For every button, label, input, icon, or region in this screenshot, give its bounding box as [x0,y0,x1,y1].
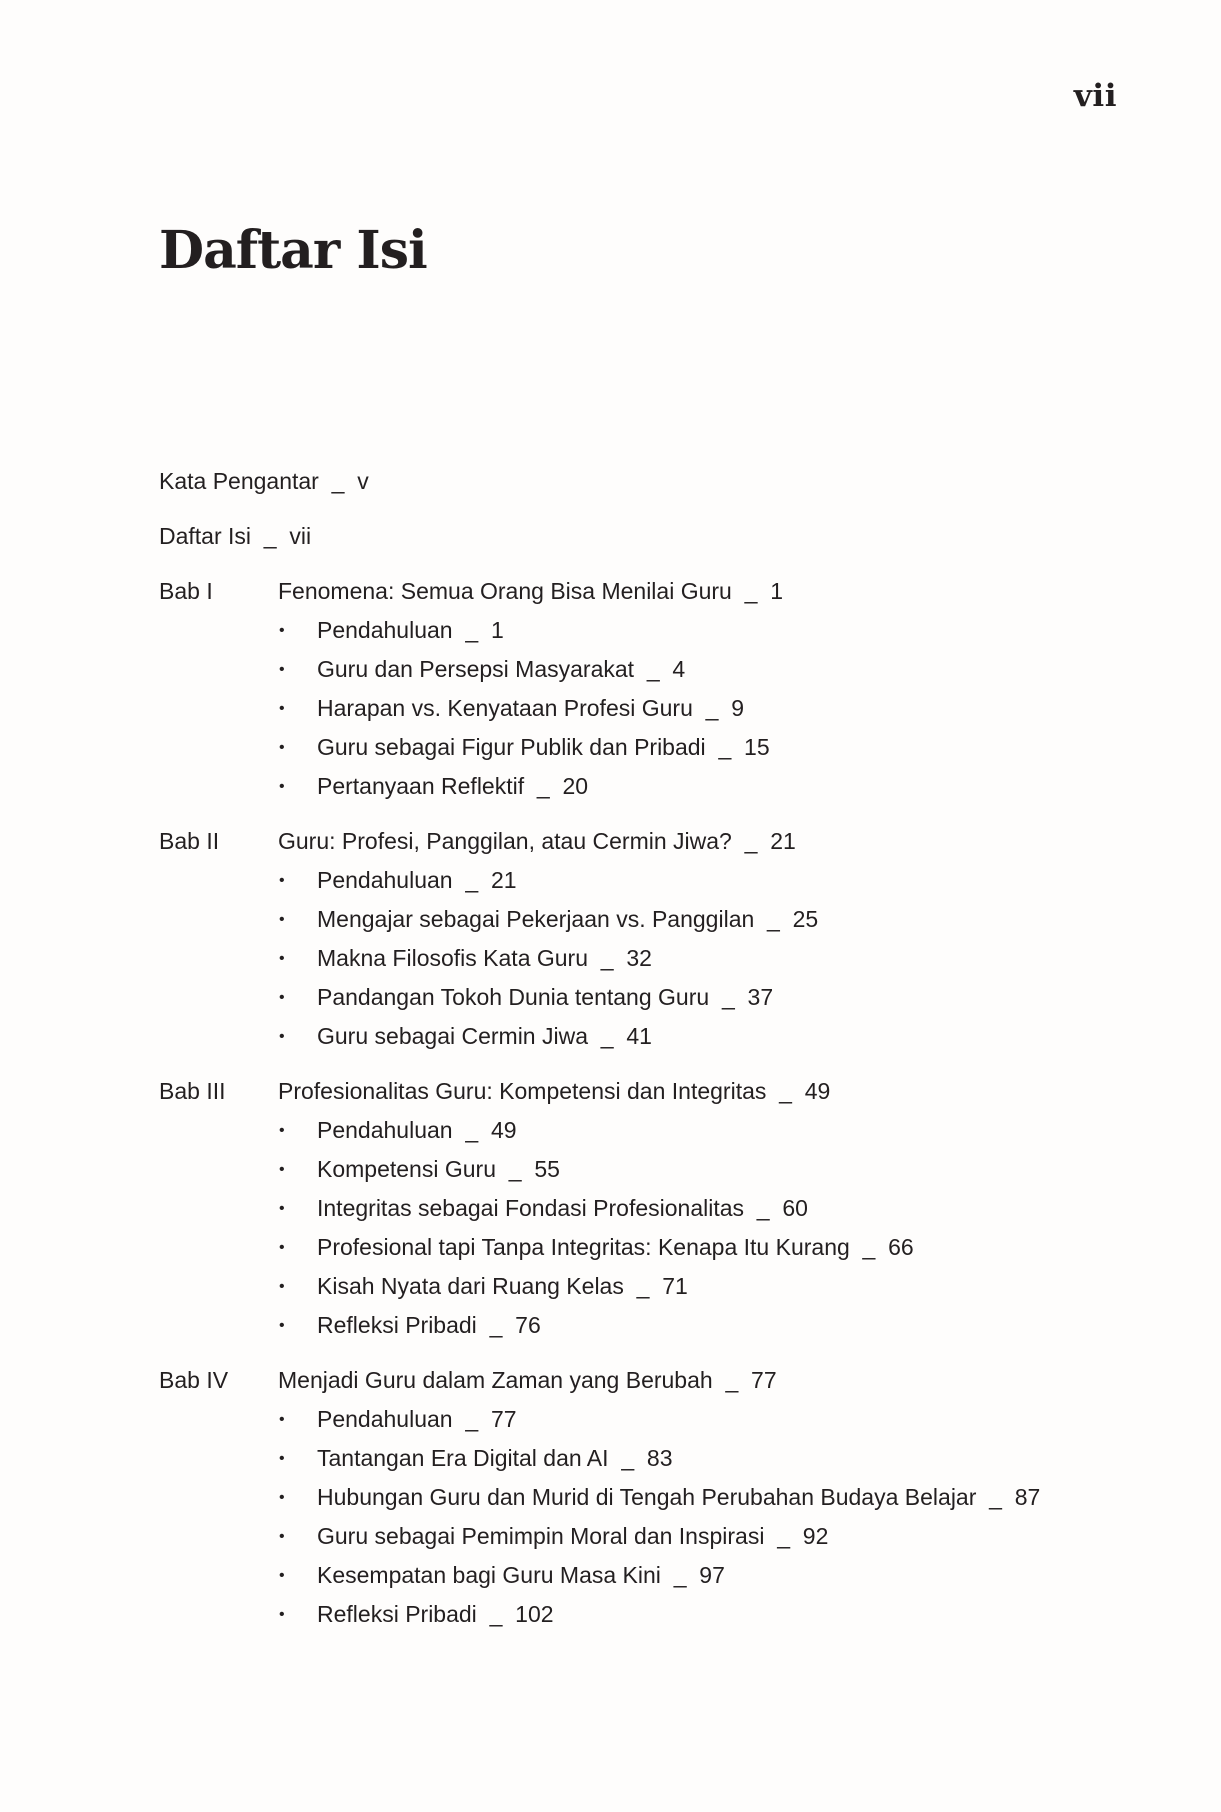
section-item[interactable]: • Tantangan Era Digital dan AI _ 83 [278,1439,1059,1478]
section-title: Pertanyaan Reflektif [317,773,525,799]
bullet-icon: • [279,622,285,639]
bullet-icon: • [279,1278,285,1295]
section-title: Makna Filosofis Kata Guru [317,945,589,971]
section-title: Hubungan Guru dan Murid di Tengah Perubahan Budaya Belajar [317,1484,977,1510]
chapter-title: Guru: Profesi, Panggilan, atau Cermin Jiwa? [278,828,732,854]
section-list [278,1400,1059,1634]
section-page: 92 [802,1523,829,1549]
section-page: 71 [662,1273,688,1299]
section-item[interactable]: • Profesional tapi Tanpa Integritas: Kenapa Itu Kurang _ 66 [278,1228,1059,1267]
section-item[interactable]: • Kisah Nyata dari Ruang Kelas _ 71 [278,1267,1059,1306]
toc-entry-title: Kata Pengantar [159,468,319,494]
section-item[interactable]: • Hubungan Guru dan Murid di Tengah Perubahan Budaya Belajar _ 87 [278,1478,1059,1517]
section-page: 102 [515,1601,554,1627]
section-title: Pendahuluan [317,867,453,893]
section-title: Pandangan Tokoh Dunia tentang Guru [317,984,710,1010]
chapter-label: Bab IV [159,1367,229,1393]
toc-entry-page: vii [289,523,312,549]
section-page: 4 [672,656,686,682]
chapter-page: 21 [770,828,796,854]
section-page: 1 [490,617,504,643]
section-title: Refleksi Pribadi [317,1601,477,1627]
chapter-label: Bab II [159,828,220,854]
section-page: 66 [888,1234,914,1260]
chapter-heading[interactable]: Bab I Fenomena: Semua Orang Bisa Menilai Guru _ 1 [159,572,1059,611]
section-title: Guru dan Persepsi Masyarakat [317,656,635,682]
chapter-block [159,1072,1059,1345]
section-item[interactable]: • Harapan vs. Kenyataan Profesi Guru _ 9 [278,689,1059,728]
section-item[interactable]: • Kesempatan bagi Guru Masa Kini _ 97 [278,1556,1059,1595]
toc-entry-kata-pengantar[interactable]: Kata Pengantar _ v [159,468,369,494]
bullet-icon: • [279,1528,285,1545]
section-list [278,861,1059,1056]
section-item[interactable]: • Pandangan Tokoh Dunia tentang Guru _ 37 [278,978,1059,1017]
chapter-heading[interactable]: Bab II Guru: Profesi, Panggilan, atau Cermin Jiwa? _ 21 [159,822,1059,861]
section-page: 20 [562,773,589,799]
chapter-block [159,822,1059,1056]
chapter-block [159,1361,1059,1634]
bullet-icon: • [279,1567,285,1584]
section-page: 9 [731,695,745,721]
chapter-title: Menjadi Guru dalam Zaman yang Berubah [278,1367,713,1393]
section-title: Refleksi Pribadi [317,1312,477,1338]
section-title: Guru sebagai Cermin Jiwa [317,1023,589,1049]
section-item[interactable]: • Pertanyaan Reflektif _ 20 [278,767,1059,806]
bullet-icon: • [279,1317,285,1334]
section-item[interactable]: • Guru sebagai Cermin Jiwa _ 41 [278,1017,1059,1056]
table-of-contents [159,462,1059,1650]
section-list [278,611,1059,806]
section-title: Tantangan Era Digital dan AI [317,1445,609,1471]
bullet-icon: • [279,1411,285,1428]
chapter-title: Profesionalitas Guru: Kompetensi dan Integritas [278,1078,767,1104]
section-page: 21 [490,867,517,893]
section-title: Kesempatan bagi Guru Masa Kini [317,1562,661,1588]
bullet-icon: • [279,1489,285,1506]
chapter-page: 1 [770,578,783,604]
section-item[interactable]: • Pendahuluan _ 49 [278,1111,1059,1150]
section-item[interactable]: • Integritas sebagai Fondasi Profesionalitas _ 60 [278,1189,1059,1228]
chapter-list [159,572,1059,1634]
section-title: Pendahuluan [317,1406,453,1432]
section-title: Guru sebagai Pemimpin Moral dan Inspirasi [317,1523,765,1549]
bullet-icon: • [279,1450,285,1467]
section-item[interactable]: • Makna Filosofis Kata Guru _ 32 [278,939,1059,978]
chapter-title: Fenomena: Semua Orang Bisa Menilai Guru [278,578,732,604]
chapter-page: 49 [804,1078,831,1104]
section-item[interactable]: • Pendahuluan _ 1 [278,611,1059,650]
section-title: Pendahuluan [317,1117,453,1143]
bullet-icon: • [279,911,285,928]
bullet-icon: • [279,1122,285,1139]
section-page: 77 [490,1406,517,1432]
section-item[interactable]: • Pendahuluan _ 21 [278,861,1059,900]
chapter-block [159,572,1059,806]
toc-entry-title: Daftar Isi [159,523,252,549]
toc-entry-daftar-isi[interactable]: Daftar Isi _ vii [159,523,312,549]
section-page: 97 [699,1562,725,1588]
chapter-label: Bab III [159,1078,226,1104]
bullet-icon: • [279,950,285,967]
section-title: Integritas sebagai Fondasi Profesionalitas [317,1195,745,1221]
section-title: Harapan vs. Kenyataan Profesi Guru [317,695,693,721]
section-item[interactable]: • Guru sebagai Pemimpin Moral dan Inspirasi _ 92 [278,1517,1059,1556]
section-page: 37 [747,984,774,1010]
section-page: 60 [782,1195,808,1221]
section-title: Kompetensi Guru [317,1156,496,1182]
chapter-heading[interactable]: Bab IV Menjadi Guru dalam Zaman yang Berubah _ 77 [159,1361,1059,1400]
section-item[interactable]: • Guru dan Persepsi Masyarakat _ 4 [278,650,1059,689]
section-item[interactable]: • Refleksi Pribadi _ 76 [278,1306,1059,1345]
toc-entry-page: v [357,468,369,494]
section-page: 32 [626,945,652,971]
section-item[interactable]: • Kompetensi Guru _ 55 [278,1150,1059,1189]
section-page: 55 [534,1156,560,1182]
bullet-icon: • [279,1239,285,1256]
bullet-icon: • [279,1161,285,1178]
bullet-icon: • [279,700,285,717]
section-list [278,1111,1059,1345]
section-page: 49 [490,1117,517,1143]
chapter-label: Bab I [159,578,213,604]
bullet-icon: • [279,1200,285,1217]
section-page: 76 [515,1312,541,1338]
bullet-icon: • [279,661,285,678]
section-title: Guru sebagai Figur Publik dan Pribadi [317,734,706,760]
bullet-icon: • [279,739,285,756]
section-title: Pendahuluan [317,617,453,643]
section-item[interactable]: • Pendahuluan _ 77 [278,1400,1059,1439]
section-item[interactable]: • Mengajar sebagai Pekerjaan vs. Panggilan _ 25 [278,900,1059,939]
chapter-heading[interactable]: Bab III Profesionalitas Guru: Kompetensi dan Integritas _ 49 [159,1072,1059,1111]
section-item[interactable]: • Refleksi Pribadi _ 102 [278,1595,1059,1634]
page-number: vii [1073,78,1117,114]
section-title: Kisah Nyata dari Ruang Kelas [317,1273,624,1299]
section-page: 25 [792,906,819,932]
section-title: Mengajar sebagai Pekerjaan vs. Panggilan [317,906,755,932]
section-page: 83 [646,1445,673,1471]
bullet-icon: • [279,872,285,889]
bullet-icon: • [279,778,285,795]
section-item[interactable]: • Guru sebagai Figur Publik dan Pribadi _ 15 [278,728,1059,767]
bullet-icon: • [279,1028,285,1045]
bullet-icon: • [279,989,285,1006]
section-page: 87 [1014,1484,1041,1510]
section-title: Profesional tapi Tanpa Integritas: Kenapa Itu Kurang [317,1234,850,1260]
section-page: 15 [744,734,770,760]
chapter-page: 77 [751,1367,777,1393]
section-page: 41 [626,1023,652,1049]
page-title: Daftar Isi [159,220,427,281]
bullet-icon: • [279,1606,285,1623]
